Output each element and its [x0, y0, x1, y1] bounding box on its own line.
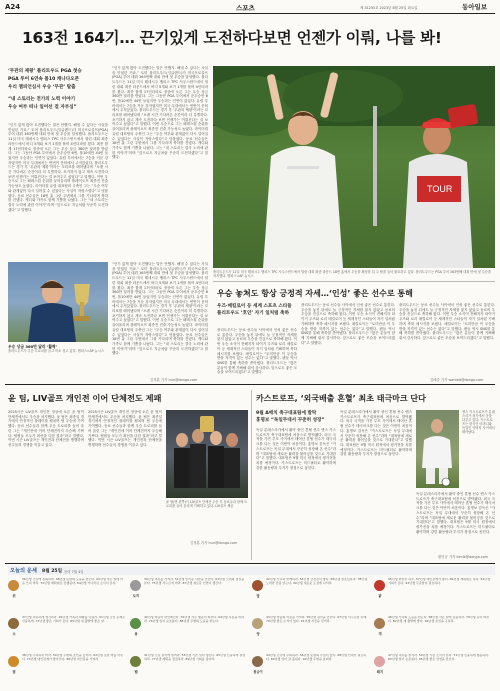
bottom-right-byline: 황민규 기자 kimlk@donga.com: [438, 555, 488, 559]
header-rule: [5, 13, 495, 14]
zodiac-name: 범: [12, 670, 16, 674]
zodiac-name: 양: [256, 632, 260, 636]
divider: [213, 281, 495, 282]
main-article-col2-lower: “인기 없게 많아 도전했다는 말은 안했지. 해낼 수 있다는 사실을 믿었던 거죠.” 토미 플리트우드(잉글랜드)가 미국프로골프(PGA) 투어 데뷔 163번째 대회 만에 첫 우승을 달성했다. 플리트우드는 11일 미국 테네시주 멤피스 TPC 사우스윈드에서 열린 대회 최종 라운드에서 버디 5개와 보기 1개를 묶어 4언더파를 쳤다. 최종 합계 17언더파로 정상에 오른 그는 우승 상금 360만 달러를 받았다. 그는 그동안 PGA 투어에서 준우승만 6번, 톱10에만 44번 들었지만 우승과는 인연이 없었다. 유럽 투어에서는 7승을 거둔 강자였지만 미국 무대에서는 번번이 문턱에서 주저앉았다. 플리트우드는 경기 후 ‘무관의 제왕’이라는 꼬리표를 떼어냈다며 “오랜 시간 기다려온 순간이라 더 특별하다. 포기하지 않고 계속 도전하다 보면 언젠가는 이뤄진다는 걸 보여주고 싶었다”고 말했다. 이번 우승으로 그는 페덱스컵 순위를 끌어올리며 플레이오프 최종전 진출 가능성도 높였다. 라이더컵 유럽 대표팀의 주축인 그는 “우승 여부와 관계없이 다시 일어설 수 있었다는 사실이 자랑스럽다”고 덧붙였다. 동료 선수들은 18번 홀 그린 주변에서 그를 기다리며 축하를 건넸다. 캐디와 가족도 함께 기쁨을 나눴다. 그는 “내 스토리는 결국 노력에 관한 이야기”라며 “앞으로도 지금처럼 꾸준히 도전하겠다”고 말했다.: [112, 262, 208, 356]
deck-line: 우리 챔피언십서 우승 ‘무관’ 탈출: [8, 84, 76, 90]
zodiac-6-icon: [130, 656, 141, 667]
zodiac-fortune-text: 45년생 편안한 하루. 57년생 대인관계가 좋다. 69년생 계획대로 하라. 81년생 기회가 온다. 93년생 꾸준함이 필요하다.: [388, 578, 491, 585]
subhead-line: 홍명보 “독일무대서 꾸준히 성장”: [256, 418, 325, 423]
issue-info: 제 31255호 2023년 8월 25일 화요일: [360, 5, 418, 10]
bottom-right-subhead: [256, 410, 336, 424]
trophy-caption-title: 우승 상금 360만 달러 ‘활짝’: [8, 344, 58, 349]
zodiac-fortune-text: 43년생 마음의 여유를 가져라. 55년생 귀인을 만난다. 67년생 서두르면 손해. 79년생 좋은 소식이 있다. 91년생 자신을 믿어라.: [266, 616, 368, 623]
second-article-byline: 김배중 기자 wanted@donga.com: [430, 378, 484, 382]
zodiac-fortune-text: 46년생 가족의 도움을 받는다. 58년생 작은 일에 집중하라. 70년생 운이 따른다. 82년생 새 출발에 좋다. 94년생 조언을 구하라.: [388, 616, 490, 623]
main-deck: [8, 68, 108, 112]
deck-line: 우승 여부 떠나 일어선 걸 자부심”: [8, 105, 77, 111]
trophy-golfer-illustration: [8, 262, 108, 342]
zodiac-7-icon: [252, 580, 263, 591]
horoscope-rule: [5, 563, 495, 564]
second-article-col2: 플리트우드는 동료 선수들 사이에서 인성 좋은 선수로 통한다. 우승을 놓친 뒤에도 늘 긍정적인 자세를 잃지 않았고 동료의 우승을 진심으로 축하해 왔다. 이번 우승 소식이 전해지자 타이거 우즈와 로리 매킬로이 등 세계적인 스타들이 자기 일처럼 기뻐하며 축하 메시지를 보냈다. 매킬로이는 “토미만큼 이 우승을 받을 자격이 있는 선수는 없다”고 말했다. 팬들 역시 SNS를 통해 축하를 쏟아냈다. 플리트우드는 “많은 분들이 함께 기뻐해 줘서 감사하다. 앞으로도 좋은 모습을 보여드리겠다”고 말했다.: [301, 303, 395, 345]
zodiac-3-icon: [8, 656, 19, 667]
main-photo-golfer: [213, 66, 495, 268]
second-article-col3: 플리트우드는 동료 선수들 사이에서 인성 좋은 선수로 통한다. 우승을 놓친 뒤에도 늘 긍정적인 자세를 잃지 않았고 동료의 우승을 진심으로 축하해 왔다. 이번 우승 소식이 전해지자 타이거 우즈와 로리 매킬로이 등 세계적인 스타들이 자기 일처럼 기뻐하며 축하 메시지를 보냈다. 매킬로이는 “토미만큼 이 우승을 받을 자격이 있는 선수는 없다”고 말했다. 팬들 역시 SNS를 통해 축하를 쏟아냈다. 플리트우드는 “많은 분들이 함께 기뻐해 줘서 감사하다. 앞으로도 좋은 모습을 보여드리겠다”고 말했다.: [399, 303, 495, 340]
castrop-photo-caption: 옌스 카스트로프가 분데스리가 경기에서 공을 다루고 있다. 카스트로프는 한국인 어머니와 독일인 아버지 사이에서 태어났다.: [462, 410, 495, 435]
main-headline: 163전 164기… 끈기있게 도전하다보면 언젠가 이뤄, 나를 봐!: [22, 29, 442, 47]
soccer-player-illustration: [416, 410, 459, 488]
masthead-logo: 동아일보: [462, 3, 488, 11]
svg-text:TOUR: TOUR: [427, 184, 453, 194]
deck-line: PGA 투어 6연속 톱10 캐나다오픈: [8, 76, 80, 82]
zodiac-name: 개: [378, 632, 382, 636]
vertical-divider: [251, 390, 252, 560]
team-celebration-illustration: [166, 410, 248, 498]
trophy-caption-detail: 플리트우드가 우승 트로피를 들고 미소 짓고 있다. 멤피스=AP 뉴시스: [8, 349, 104, 353]
horoscope-date: 8월 25일: [42, 568, 63, 574]
zodiac-name: 닭: [378, 594, 382, 598]
bottom-left-headline: 윤 팀, LIV골프 개인전 이어 단체전도 제패: [8, 393, 162, 403]
zodiac-5-icon: [130, 618, 141, 629]
zodiac-fortune-text: 47년생 여유를 즐겨라. 59년생 기쁜 소식이 온다. 71년생 신중하게 행동하라. 83년생 일이 순조롭다. 95년생 좋은 인연을 만난다.: [388, 654, 490, 661]
bottom-right-col2: 독일 분데스리가에서 활약 중인 혼혈 선수 옌스 카스트로프가 축구대표팀에 처음으로 발탁됐다. 외국 국적을 가진 부모 사이에서 태어난 혼혈 선수가 태극마크를 다는 것은 이번이 처음이다. 홍명보 감독은 “카스트로프는 독일 무대에서 꾸준히 성장해 온 선수”라며 “대표팀에 새로운 활력을 불어넣을 것으로 기대한다”고 말했다. 대표팀은 9월 미국 원정에서 평가전을 치를 예정이다. 카스트로프는 미드필더로 활약하며 강한 활동량과 투지가 장점으로 꼽힌다.: [340, 410, 412, 457]
second-headline: 우승 놓쳐도 항상 긍정적 자세…‘인성’ 좋은 선수로 통해: [217, 289, 413, 298]
zodiac-fortune-text: 44년생 건강에 주의하라. 56년생 뜻밖의 수입이 있다. 68년생 인내가 필요하다. 80년생 일이 잘 풀린다. 92년생 주변을 살펴라.: [266, 654, 367, 661]
zodiac-name: 말: [256, 594, 260, 598]
zodiac-12-icon: [374, 656, 385, 667]
zodiac-10-icon: [374, 580, 385, 591]
zodiac-4-icon: [130, 580, 141, 591]
page-number: A24: [5, 3, 21, 11]
castrop-photo: [416, 410, 459, 488]
zodiac-2-icon: [8, 618, 19, 629]
bottom-left-byline: 김정훈 기자 hun@donga.com: [190, 541, 238, 545]
zodiac-fortune-text: 41년생 건강 관리에 힘써라. 53년생 기쁜 일이 생긴다. 65년생 신중하게 결정하라. 77년생 계획을 점검하라. 89년생 기회를 잡아라.: [144, 654, 246, 661]
zodiac-8-icon: [252, 618, 263, 629]
mid-rule: [5, 384, 495, 385]
liv-team-photo: [166, 410, 248, 498]
main-article-col1: “인기 없게 많아 도전했다는 말은 안했지. 해낼 수 있다는 사실을 믿었던 거죠.” 토미 플리트우드(잉글랜드)가 미국프로골프(PGA) 투어 데뷔 163번째 대회 만에 첫 우승을 달성했다. 플리트우드는 11일 미국 테네시주 멤피스 TPC 사우스윈드에서 열린 대회 최종 라운드에서 버디 5개와 보기 1개를 묶어 4언더파를 쳤다. 최종 합계 17언더파로 정상에 오른 그는 우승 상금 360만 달러를 받았다. 그는 그동안 PGA 투어에서 준우승만 6번, 톱10에만 44번 들었지만 우승과는 인연이 없었다. 유럽 투어에서는 7승을 거둔 강자였지만 미국 무대에서는 번번이 문턱에서 주저앉았다. 플리트우드는 경기 후 ‘무관의 제왕’이라는 꼬리표를 떼어냈다며 “오랜 시간 기다려온 순간이라 더 특별하다. 포기하지 않고 계속 도전하다 보면 언젠가는 이뤄진다는 걸 보여주고 싶었다”고 말했다. 이번 우승으로 그는 페덱스컵 순위를 끌어올리며 플레이오프 최종전 진출 가능성도 높였다. 라이더컵 유럽 대표팀의 주축인 그는 “우승 여부와 관계없이 다시 일어설 수 있었다는 사실이 자랑스럽다”고 덧붙였다. 동료 선수들은 18번 홀 그린 주변에서 그를 기다리며 축하를 건넸다. 캐디와 가족도 함께 기쁨을 나눴다. 그는 “내 스토리는 결국 노력에 관한 이야기”라며 “앞으로도 지금처럼 꾸준히 도전하겠다”고 말했다.: [8, 123, 108, 212]
horoscope-title: 오늘의 운세: [10, 568, 37, 574]
deck-line: ‘무관의 제왕’ 플리트우드 PGA 첫승: [8, 69, 82, 74]
second-deck: 우즈·매킬로이 등 세계 스포츠 스타들 플리트우드 ‘호인’ 자기 일처럼 축하: [217, 304, 292, 317]
zodiac-fortune-text: 38년생 무리하지 마라. 50년생 주변의 조언을 들어라. 62년생 뜻한 바를 이룬다. 74년생 대인관계가 좋아진다. 86년생 자신감을 가져라.: [22, 654, 124, 661]
liv-photo-caption: 윤 팀(맨 왼쪽)이 LIV골프 단체전 우승 후 동료들과 함께 트로피를 들어 올리며 기뻐하고 있다. LIV골프 제공: [166, 500, 248, 509]
zodiac-fortune-text: 36년생 건강에 유의하라. 48년생 뜻밖의 도움을 받는다. 60년생 작은 일에 마음 쓰지 마라. 72년생 계획대로 진행된다. 84년생 기다리던 소식이 온다.: [22, 578, 124, 585]
zodiac-fortune-text: 42년생 가족과 함께하라. 54년생 금전운이 좋다. 66년생 말조심하라. 78년생 노력한 만큼 얻는다. 90년생 새로운 도전에 나서라.: [266, 578, 368, 585]
subhead-line: 9월 A매치 축구대표팀에 발탁: [256, 411, 317, 416]
second-article-col1: 플리트우드는 동료 선수들 사이에서 인성 좋은 선수로 통한다. 우승을 놓친 뒤에도 늘 긍정적인 자세를 잃지 않았고 동료의 우승을 진심으로 축하해 왔다. 이번 우승 소식이 전해지자 타이거 우즈와 로리 매킬로이 등 세계적인 스타들이 자기 일처럼 기뻐하며 축하 메시지를 보냈다. 매킬로이는 “토미만큼 이 우승을 받을 자격이 있는 선수는 없다”고 말했다. 팬들 역시 SNS를 통해 축하를 쏟아냈다. 플리트우드는 “많은 분들이 함께 기뻐해 줘서 감사하다. 앞으로도 좋은 모습을 보여드리겠다”고 말했다.: [217, 328, 297, 375]
zodiac-name: 쥐: [12, 594, 16, 598]
zodiac-9-icon: [252, 656, 263, 667]
zodiac-fortune-text: 39년생 여유를 가져라. 51년생 반가운 사람을 만난다. 63년생 노력의 결실을 본다. 75년생 서두르지 마라. 87년생 새로운 인연이 생긴다.: [144, 578, 245, 585]
bottom-right-col1: 독일 분데스리가에서 활약 중인 혼혈 선수 옌스 카스트로프가 축구대표팀에 처음으로 발탁됐다. 외국 국적을 가진 부모 사이에서 태어난 혼혈 선수가 태극마크를 다는 것은 이번이 처음이다. 홍명보 감독은 “카스트로프는 독일 무대에서 꾸준히 성장해 온 선수”라며 “대표팀에 새로운 활력을 불어넣을 것으로 기대한다”고 말했다. 대표팀은 9월 미국 원정에서 평가전을 치를 예정이다. 카스트로프는 미드필더로 활약하며 강한 활동량과 투지가 장점으로 꼽힌다.: [256, 428, 336, 470]
bottom-right-col3: 독일 분데스리가에서 활약 중인 혼혈 선수 옌스 카스트로프가 축구대표팀에 처음으로 발탁됐다. 외국 국적을 가진 부모 사이에서 태어난 혼혈 선수가 태극마크를 다는 것은 이번이 처음이다. 홍명보 감독은 “카스트로프는 독일 무대에서 꾸준히 성장해 온 선수”라며 “대표팀에 새로운 활력을 불어넣을 것으로 기대한다”고 말했다. 대표팀은 9월 미국 원정에서 평가전을 치를 예정이다. 카스트로프는 미드필더로 활약하며 강한 활동량과 투지가 장점으로 꼽힌다.: [416, 492, 495, 534]
golfer-celebration-illustration: [213, 66, 495, 268]
zodiac-name: 토끼: [132, 594, 140, 598]
zodiac-name: 소: [12, 632, 16, 636]
zodiac-name: 돼지: [376, 670, 384, 674]
bottom-left-col2: 2025시즌 LIV골프 개인전 정상에 오른 윤 팀이 단체전에서도 우승을 차지했다. 윤 팀은 최종일 경기에서 안정적인 플레이를 펼치며 팀 우승에 기여했다. 동료 선수들과 함께 우승 트로피를 들어 올린 그는 “개인전에 이어 단체전까지 우승해 기쁘다. 팀원들 모두가 최선을 다한 결과”라고 말했다. 이번 시즌 LIV골프는 개인전과 단체전을 병행하며 선수들의 경쟁을 이끌고 있다.: [88, 410, 162, 447]
bottom-right-headline: 카스트로프, ‘외국배출 혼혈’ 최초 태극마크 단다: [256, 394, 426, 403]
zodiac-name: 뱀: [134, 670, 138, 674]
main-article-byline: 김정훈 기자 hun@donga.com: [150, 378, 198, 382]
zodiac-name: 원숭이: [253, 670, 263, 674]
deck-line: “내 스토리는 전가의 노력 이야기: [8, 97, 76, 103]
main-photo-caption: 플리트우드가 11일 미국 테네시주 멤피스 TPC 사우스윈드에서 열린 대회 최종 라운드 18번 홀에서 우승을 확정한 뒤 두 팔을 들어 환호하고 있다. 플리트우드는 PGA 투어 163번째 대회 만에 첫 우승을 차지했다. 멤피스=AP 뉴시스: [213, 270, 491, 279]
zodiac-fortune-text: 40년생 마음이 편안해진다. 52년생 작은 행운이 따른다. 64년생 욕심을 버려라. 76년생 일이 순조롭다. 88년생 주변의 도움을 받는다.: [144, 616, 245, 623]
section-label: 스포츠: [236, 4, 255, 12]
zodiac-name: 용: [134, 632, 138, 636]
bottom-left-col1: 2025시즌 LIV골프 개인전 정상에 오른 윤 팀이 단체전에서도 우승을 차지했다. 윤 팀은 최종일 경기에서 안정적인 플레이를 펼치며 팀 우승에 기여했다. 동료 선수들과 함께 우승 트로피를 들어 올린 그는 “개인전에 이어 단체전까지 우승해 기쁘다. 팀원들 모두가 최선을 다한 결과”라고 말했다. 이번 시즌 LIV골프는 개인전과 단체전을 병행하며 선수들의 경쟁을 이끌고 있다.: [8, 410, 84, 447]
trophy-photo: [8, 262, 108, 342]
zodiac-fortune-text: 37년생 차분하게 생각하라. 49년생 가족과 대화를 나눠라. 61년생 금전 문제는 신중하게. 73년생 좋은 기회가 온다. 85년생 새 출발에 좋은 날.: [22, 616, 126, 623]
main-article-col2: “인기 없게 많아 도전했다는 말은 안했지. 해낼 수 있다는 사실을 믿었던 거죠.” 토미 플리트우드(잉글랜드)가 미국프로골프(PGA) 투어 데뷔 163번째 대회 만에 첫 우승을 달성했다. 플리트우드는 11일 미국 테네시주 멤피스 TPC 사우스윈드에서 열린 대회 최종 라운드에서 버디 5개와 보기 1개를 묶어 4언더파를 쳤다. 최종 합계 17언더파로 정상에 오른 그는 우승 상금 360만 달러를 받았다. 그는 그동안 PGA 투어에서 준우승만 6번, 톱10에만 44번 들었지만 우승과는 인연이 없었다. 유럽 투어에서는 7승을 거둔 강자였지만 미국 무대에서는 번번이 문턱에서 주저앉았다. 플리트우드는 경기 후 ‘무관의 제왕’이라는 꼬리표를 떼어냈다며 “오랜 시간 기다려온 순간이라 더 특별하다. 포기하지 않고 계속 도전하다 보면 언젠가는 이뤄진다는 걸 보여주고 싶었다”고 말했다. 이번 우승으로 그는 페덱스컵 순위를 끌어올리며 플레이오프 최종전 진출 가능성도 높였다. 라이더컵 유럽 대표팀의 주축인 그는 “우승 여부와 관계없이 다시 일어설 수 있었다는 사실이 자랑스럽다”고 덧붙였다. 동료 선수들은 18번 홀 그린 주변에서 그를 기다리며 축하를 건넸다. 캐디와 가족도 함께 기쁨을 나눴다. 그는 “내 스토리는 결국 노력에 관한 이야기”라며 “앞으로도 지금처럼 꾸준히 도전하겠다”고 말했다.: [112, 66, 208, 160]
horoscope-lunar: 음력 7월 4일: [64, 569, 84, 574]
zodiac-1-icon: [8, 580, 19, 591]
zodiac-11-icon: [374, 618, 385, 629]
